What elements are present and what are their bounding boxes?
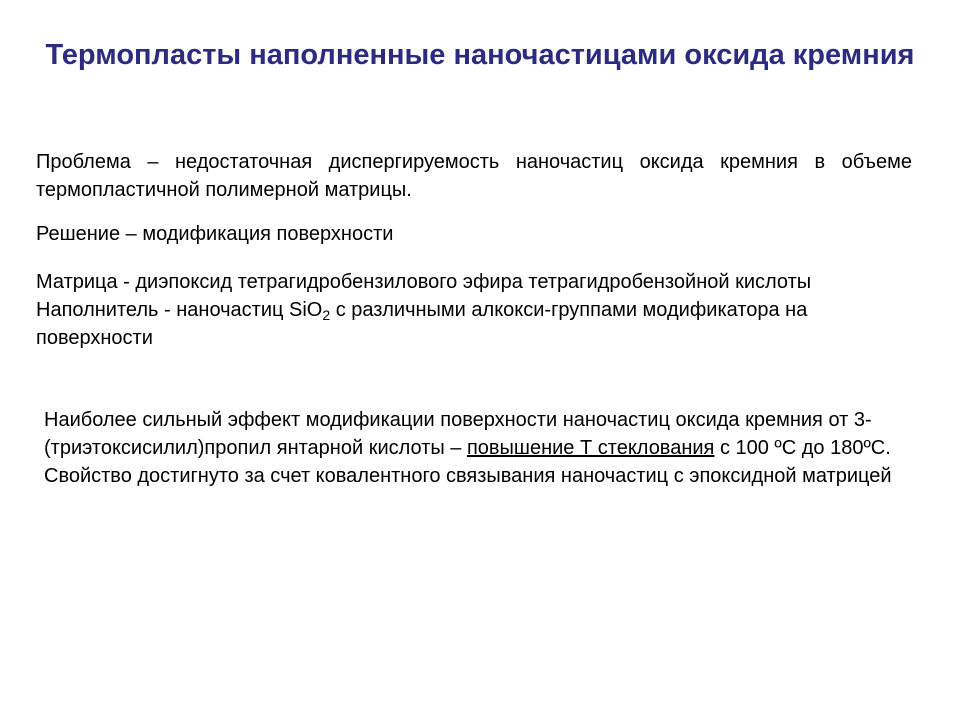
effect-paragraph — [44, 406, 904, 490]
effect-text-end: с 100 ºС до 180ºС. Свойство достигнуто за счет ковалентного связывания наночастиц с эпоксидной матрицей — [44, 437, 892, 487]
filler-text-start: Наполнитель - наночастиц SiO — [36, 299, 323, 321]
solution-paragraph: Решение – модификация поверхности — [36, 223, 394, 245]
slide-title: Термопласты наполненные наночастицами оксида кремния — [45, 39, 915, 71]
filler-line — [36, 296, 926, 352]
matrix-line: Матрица - диэпоксид тетрагидробензилового эфира тетрагидробензойной кислоты — [36, 271, 812, 293]
matrix-filler-block — [36, 268, 926, 352]
filler-text-end: с различными алкокси-группами модификатора на поверхности — [36, 299, 808, 349]
filler-subscript: 2 — [322, 307, 331, 323]
effect-text-start: Наиболее сильный эффект модификации поверхности наночастиц оксида кремния от 3-(триэтоксисилил)пропил янтарной кислоты – — [44, 409, 872, 459]
problem-paragraph: Проблема – недостаточная диспергируемость наночастиц оксида кремния в объеме термопластичной полимерной матрицы. — [36, 151, 912, 201]
effect-underlined-text: повышение Т стеклования — [466, 437, 715, 459]
